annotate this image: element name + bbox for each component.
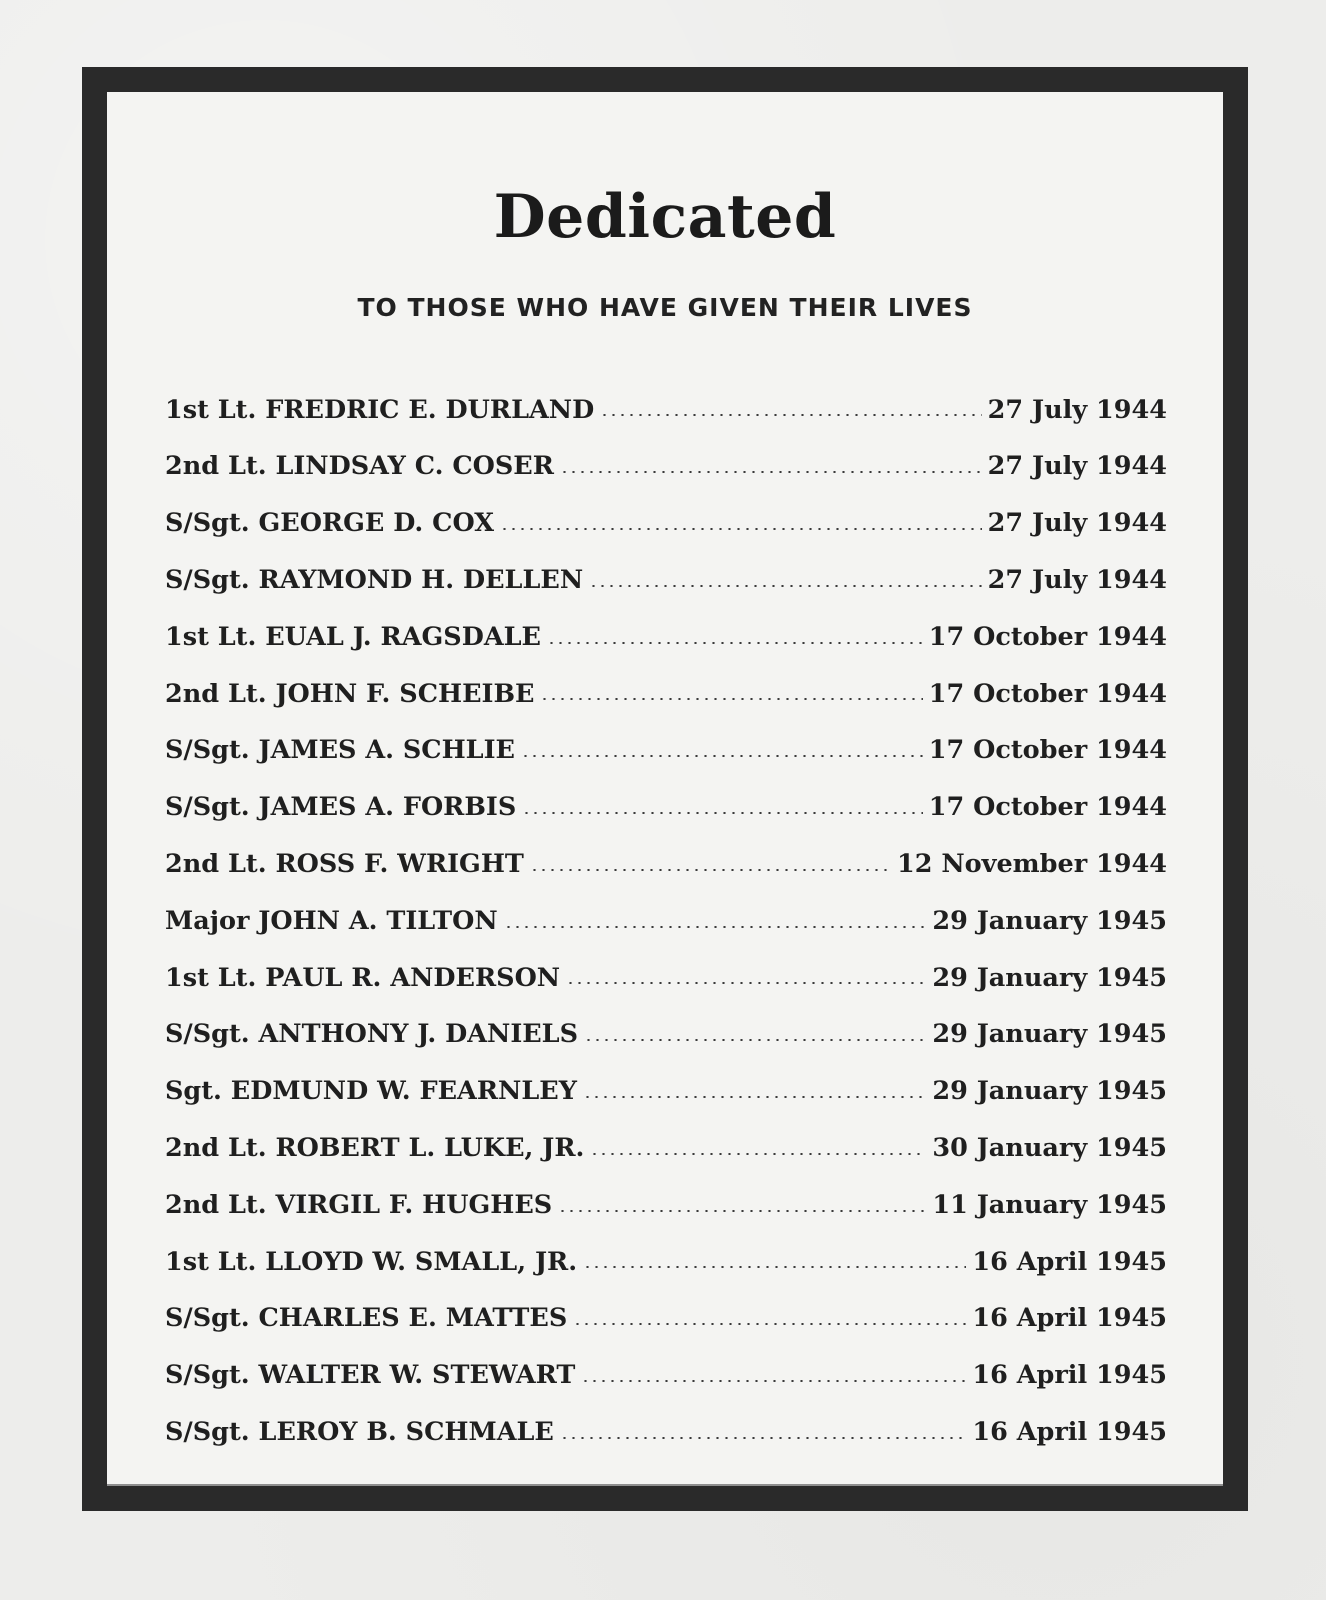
entry-name: S/Sgt. JAMES A. FORBIS: [165, 792, 517, 823]
entry-name: 1st Lt. EUAL J. RAGSDALE: [165, 621, 541, 652]
entry-date: 29 January 1945: [932, 1019, 1167, 1050]
entry-date: 17 October 1944: [928, 678, 1167, 709]
entry-date: 29 January 1945: [932, 962, 1167, 993]
roster-entry: [165, 666, 1167, 723]
page-subtitle: TO THOSE WHO HAVE GIVEN THEIR LIVES: [357, 293, 973, 322]
dot-leader: [500, 528, 982, 530]
dot-leader: [581, 1380, 966, 1382]
roster-entry: [165, 723, 1167, 780]
entry-date: 17 October 1944: [928, 621, 1167, 652]
memorial-frame: [82, 67, 1248, 1511]
entry-date: 27 July 1944: [987, 451, 1167, 482]
dot-leader: [547, 642, 923, 644]
roster-entry: [165, 1348, 1167, 1405]
entry-name: Sgt. EDMUND W. FEARNLEY: [165, 1076, 577, 1107]
entry-date: 30 January 1945: [932, 1133, 1167, 1163]
roster-entry: [165, 439, 1167, 496]
entry-date: 16 April 1945: [972, 1246, 1167, 1277]
roster-entry: [165, 1007, 1167, 1064]
dot-leader: [573, 1323, 966, 1325]
dot-leader: [583, 1266, 966, 1268]
dot-leader: [566, 982, 926, 984]
entry-name: 1st Lt. LLOYD W. SMALL, JR.: [165, 1246, 578, 1277]
roster-entry: [165, 1291, 1167, 1348]
dot-leader: [521, 755, 923, 757]
entry-date: 27 July 1944: [987, 508, 1167, 539]
entry-name: 1st Lt. PAUL R. ANDERSON: [165, 962, 561, 993]
roster-entry: [165, 1234, 1167, 1291]
roster-entry: [165, 836, 1167, 893]
memorial-roster: [165, 382, 1167, 1461]
entry-name: 2nd Lt. ROBERT L. LUKE, JR.: [165, 1133, 585, 1163]
entry-name: Major JOHN A. TILTON: [165, 905, 498, 936]
entry-name: S/Sgt. JAMES A. SCHLIE: [165, 735, 515, 766]
entry-name: S/Sgt. LEROY B. SCHMALE: [165, 1416, 554, 1447]
dot-leader: [540, 698, 922, 700]
dot-leader: [530, 869, 891, 871]
entry-name: 2nd Lt. JOHN F. SCHEIBE: [165, 678, 535, 709]
page-title: Dedicated: [493, 182, 837, 252]
roster-entry: [165, 552, 1167, 609]
entry-name: S/Sgt. GEORGE D. COX: [165, 508, 495, 539]
roster-entry: [165, 1120, 1167, 1177]
entry-date: 12 November 1944: [896, 849, 1167, 880]
dot-leader: [504, 926, 927, 928]
entry-date: 17 October 1944: [928, 792, 1167, 823]
entry-date: 16 April 1945: [972, 1416, 1167, 1447]
entry-date: 27 July 1944: [987, 394, 1167, 425]
dot-leader: [558, 1210, 926, 1212]
roster-entry: [165, 496, 1167, 553]
entry-date: 16 April 1945: [972, 1360, 1167, 1391]
entry-date: 17 October 1944: [928, 735, 1167, 766]
roster-entry: [165, 609, 1167, 666]
entry-date: 29 January 1945: [932, 1076, 1167, 1107]
entry-name: 2nd Lt. ROSS F. WRIGHT: [165, 849, 524, 880]
roster-entry: [165, 1177, 1167, 1234]
roster-entry: [165, 382, 1167, 439]
entry-name: 2nd Lt. VIRGIL F. HUGHES: [165, 1189, 553, 1220]
roster-entry: [165, 1064, 1167, 1121]
dot-leader: [600, 414, 981, 416]
dot-leader: [560, 471, 982, 473]
entry-name: S/Sgt. ANTHONY J. DANIELS: [165, 1019, 579, 1050]
entry-date: 11 January 1945: [932, 1189, 1167, 1220]
dot-leader: [522, 812, 923, 814]
dot-leader: [589, 585, 982, 587]
dot-leader: [560, 1437, 967, 1439]
roster-entry: [165, 780, 1167, 837]
entry-date: 16 April 1945: [972, 1303, 1167, 1334]
roster-entry: [165, 1404, 1167, 1461]
roster-entry: [165, 950, 1167, 1007]
entry-name: S/Sgt. WALTER W. STEWART: [165, 1360, 576, 1391]
dot-leader: [583, 1096, 926, 1098]
entry-name: S/Sgt. CHARLES E. MATTES: [165, 1303, 568, 1334]
roster-entry: [165, 893, 1167, 950]
dot-leader: [584, 1039, 926, 1041]
dot-leader: [590, 1153, 926, 1155]
entry-name: 2nd Lt. LINDSAY C. COSER: [165, 451, 554, 482]
entry-date: 29 January 1945: [932, 905, 1167, 936]
entry-name: 1st Lt. FREDRIC E. DURLAND: [165, 394, 595, 425]
entry-name: S/Sgt. RAYMOND H. DELLEN: [165, 565, 584, 596]
entry-date: 27 July 1944: [987, 565, 1167, 596]
